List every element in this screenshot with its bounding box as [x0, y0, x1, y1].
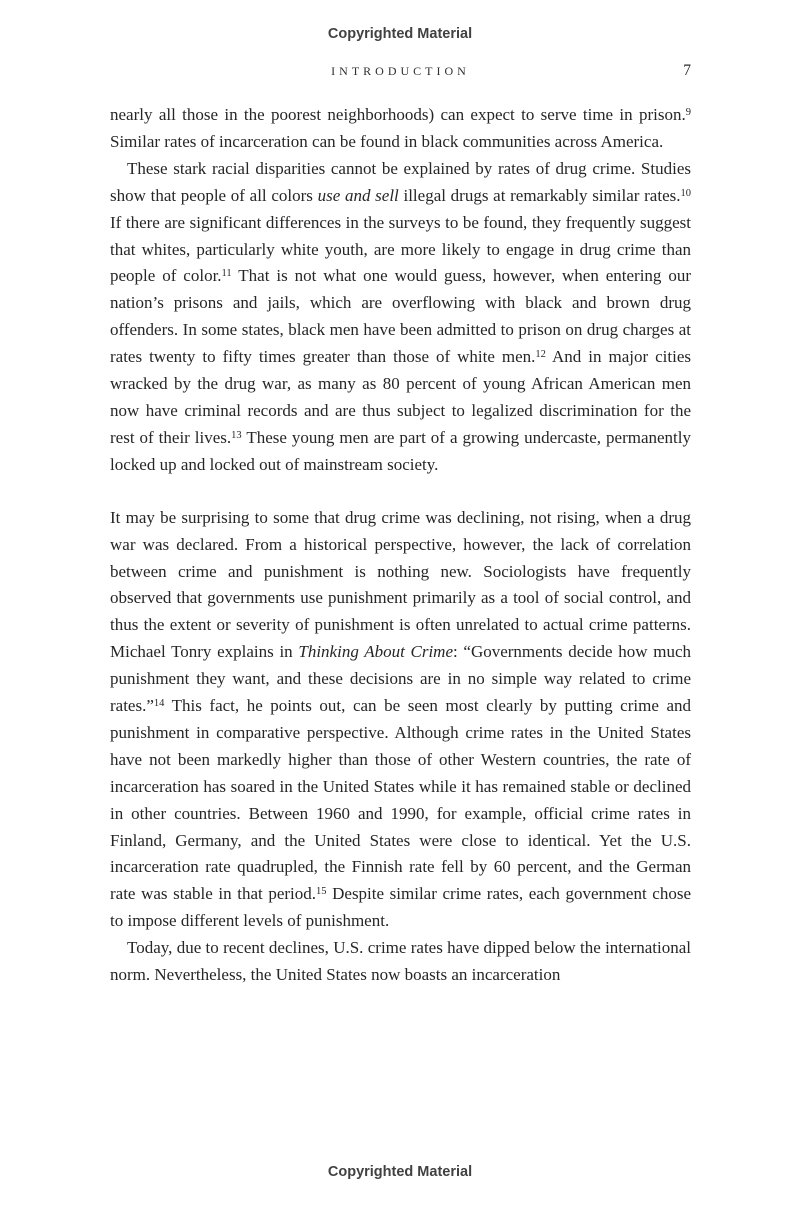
body-text-block	[110, 102, 691, 989]
footnote-ref-11: 11	[221, 268, 232, 280]
paragraph-text: : “Governments decide how much punishment they want, and these decisions are in no simple way related to crime rates.”	[110, 642, 692, 716]
chapter-running-title: INTRODUCTION	[331, 64, 470, 78]
paragraph-text: If there are significant differences in the surveys to be found, they frequently suggest that whites, particularly white youth, are more likely to engage in drug crime than people of color.	[110, 212, 691, 286]
running-header	[110, 64, 691, 82]
paragraph-text: These young men are part of a growing undercaste, permanently locked up and locked out of mainstream society.	[110, 427, 692, 474]
copyright-notice-bottom: Copyrighted Material	[327, 1164, 473, 1180]
paragraph-text: Despite similar crime rates, each government chose to impose different levels of punishment.	[110, 884, 691, 931]
paragraph-text: And in major cities wracked by the drug war, as many as 80 percent of young African American men now have criminal records and are thus subject to legalized discrimination for the rest of their lives.	[110, 347, 691, 447]
italic-phrase: use and sell	[317, 185, 399, 205]
paragraph-text: It may be surprising to some that drug crime was declining, not rising, when a drug war was declared. From a historical perspective, however, the lack of correlation between crime and punishment is nothing new. Sociologists have frequently observed that governments use punishment primarily as a tool of social control, and thus the extent or severity of punishment is often unrelated to actual crime patterns. Michael Tonry explains in	[110, 507, 691, 662]
paragraph-text: This fact, he points out, can be seen most clearly by putting crime and punishment in comparative perspective. Although crime rates in the United States have not been markedly higher than those of other Western countries, the rate of incarceration has soared in the United States while it has remained stable or declined in other countries. Between 1960 and 1990, for example, official crime rates in Finland, Germany, and the United States were close to identical. Yet the U.S. incarceration rate quadrupled, the Finnish rate fell by 60 percent, and the German rate was stable in that period.	[110, 696, 691, 904]
paragraph-text: Similar rates of incarceration can be found in black communities across America.	[110, 131, 664, 151]
paragraph-text: nearly all those in the poorest neighborhoods) can expect to serve time in prison.	[110, 105, 686, 124]
paragraph-4	[110, 935, 691, 989]
paragraph-2	[110, 156, 691, 479]
paragraph-text: Today, due to recent declines, U.S. crime rates have dipped below the international norm. Nevertheless, the United States now boasts an incarceration	[110, 938, 691, 985]
paragraph-1	[110, 102, 691, 156]
footnote-ref-15: 15	[316, 886, 327, 898]
footnote-ref-10: 10	[680, 187, 691, 199]
paragraph-3	[110, 505, 691, 936]
page-number: 7	[683, 62, 691, 79]
footnote-ref-9: 9	[685, 107, 691, 118]
footnote-ref-13: 13	[231, 429, 242, 441]
italic-book-title: Thinking About Crime	[298, 642, 453, 662]
footnote-ref-12: 12	[535, 349, 546, 361]
copyright-notice-top: Copyrighted Material	[327, 26, 473, 42]
paragraph-text: These stark racial disparities cannot be explained by rates of drug crime. Studies show that people of all colors	[110, 158, 691, 205]
paragraph-text: illegal drugs at remarkably similar rates.	[398, 185, 681, 205]
footnote-ref-14: 14	[153, 698, 165, 710]
paragraph-text: That is not what one would guess, however, when entering our nation’s prisons and jails, which are overflowing with black and brown drug offenders. In some states, black men have been admitted to prison on drug charges at rates twenty to fifty times greater than those of white men.	[110, 266, 691, 367]
